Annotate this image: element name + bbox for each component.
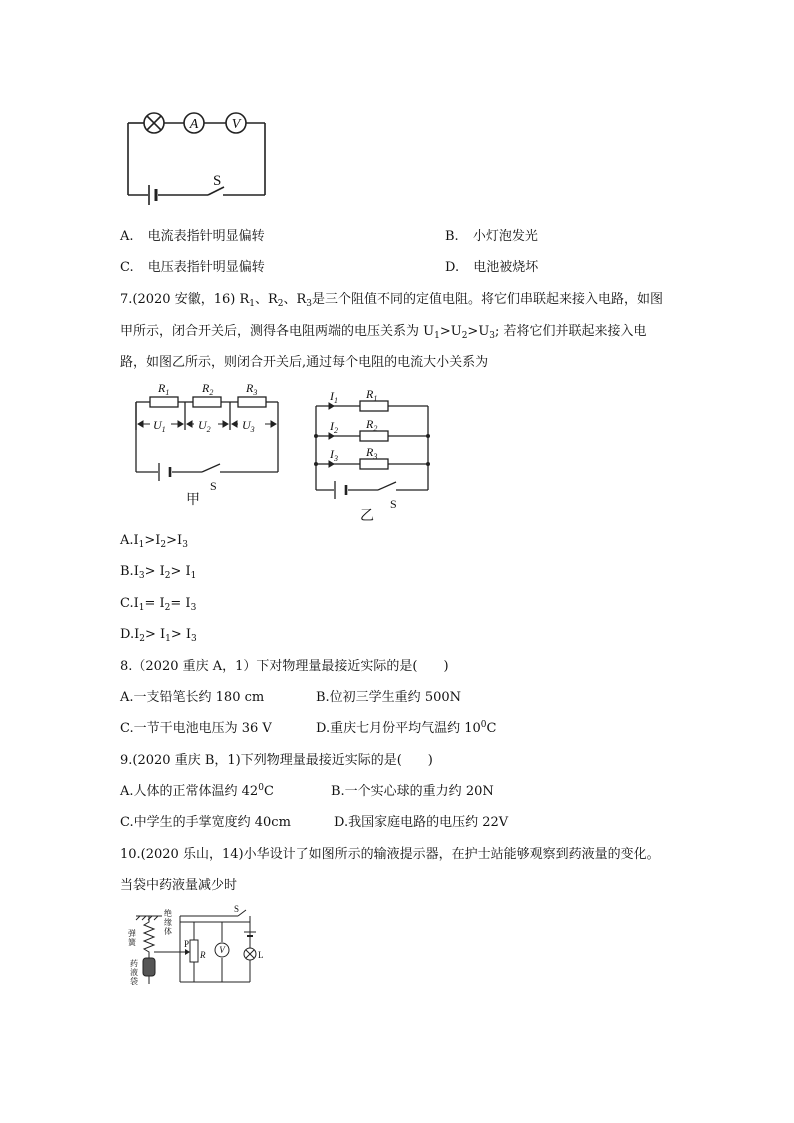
q6-switch-label: S bbox=[213, 173, 222, 189]
ammeter-icon bbox=[184, 113, 204, 133]
q10-s-label: S bbox=[234, 904, 240, 914]
q6-option-a[interactable] bbox=[120, 228, 265, 246]
bag-label: 药液袋 bbox=[130, 959, 138, 986]
resistor-r3 bbox=[360, 445, 388, 469]
q9-option-d[interactable]: D.我国家庭电路的电压约 22V bbox=[334, 815, 509, 830]
q9-option-c[interactable]: C.中学生的手掌宽度约 40cm bbox=[120, 815, 291, 830]
q7-parallel-circuit-figure bbox=[308, 386, 438, 526]
q7-option-d[interactable]: $D.I_2> I_1> I_3$ bbox=[120, 627, 197, 644]
q7-stem-line1: 7.(2020 安徽，16) $R_1$、$R_2$、$R_3$是三个阻值不同的定值电阻。将它们串联起来接入电路，如图 bbox=[120, 292, 664, 309]
q9-stem: 9.(2020 重庆 B，1)下列物理量最接近实际的是( ) bbox=[120, 753, 433, 768]
battery-icon bbox=[335, 481, 346, 499]
q6-option-a-text: 电流表指针明显偏转 bbox=[147, 229, 265, 244]
q6-option-c-text: 电压表指针明显偏转 bbox=[147, 260, 265, 275]
q7-jia-switch-label: S bbox=[210, 479, 217, 493]
q7-series-circuit-figure bbox=[128, 380, 288, 510]
resistor-r2 bbox=[360, 417, 388, 441]
lamp-icon bbox=[144, 113, 164, 133]
voltmeter-icon bbox=[226, 113, 246, 133]
i2-label: $I_2$ bbox=[330, 419, 338, 435]
resistor-r1 bbox=[150, 381, 178, 407]
q8-option-b[interactable]: B.位初三学生重约 500N bbox=[316, 690, 462, 705]
q9-option-a[interactable]: A.人体的正常体温约 $42^0C$ bbox=[120, 783, 274, 799]
battery-icon bbox=[149, 185, 156, 205]
medicine-bag-icon bbox=[143, 958, 155, 984]
u2-label: $U_2$ bbox=[198, 418, 211, 434]
q6-option-c[interactable] bbox=[120, 259, 265, 277]
q7-yi-switch-label: S bbox=[390, 497, 397, 511]
q6-option-a-letter: A. bbox=[120, 229, 134, 244]
voltmeter-icon bbox=[215, 943, 229, 957]
q8-option-a[interactable]: A.一支铅笔长约 180 cm bbox=[120, 690, 265, 705]
svg-text:V: V bbox=[219, 945, 225, 955]
svg-text:R1: $R_1$ bbox=[158, 381, 170, 397]
q6-option-b-letter: B. bbox=[445, 229, 459, 244]
insulator-label: 绝缘体 bbox=[164, 909, 172, 936]
i1-label: $I_1$ bbox=[330, 389, 338, 405]
q10-stem-line2: 当袋中药液量减少时 bbox=[120, 878, 238, 893]
u1-label: $U_1$ bbox=[153, 418, 166, 434]
q10-p-label: P bbox=[184, 939, 190, 949]
lamp-icon bbox=[244, 948, 256, 960]
q6-circuit-figure bbox=[120, 105, 280, 210]
battery-icon bbox=[159, 463, 170, 481]
svg-text:R1: $R_1$ bbox=[366, 387, 378, 403]
q7-stem-line3: 路，如图乙所示，则闭合开关后,通过每个电阻的电流大小关系为 bbox=[120, 355, 489, 370]
svg-text:R3: $R_3$ bbox=[246, 381, 258, 397]
q9-option-b[interactable]: B.一个实心球的重力约 20N bbox=[331, 784, 494, 799]
svg-text:R2: $R_2$ bbox=[202, 381, 214, 397]
spring-label: 弹簧 bbox=[128, 929, 136, 947]
q6-option-d-letter: D. bbox=[445, 260, 460, 275]
q6-option-b[interactable] bbox=[445, 228, 538, 246]
q8-stem: 8.（2020 重庆 A，1）下对物理量最接近实际的是( ) bbox=[120, 659, 449, 674]
svg-text:R3: $R_3$ bbox=[366, 445, 378, 461]
q8-option-c[interactable]: C.一节干电池电压为 36 V bbox=[120, 721, 272, 736]
q7-stem-line2: 甲所示，闭合开关后，测得各电阻两端的电压关系为 $U_1>U_2>U_3$; 若将它们并联起来接入电 bbox=[120, 324, 647, 341]
q6-option-d[interactable] bbox=[445, 259, 538, 277]
q10-infusion-alarm-figure bbox=[128, 902, 278, 992]
spring-icon bbox=[144, 916, 154, 958]
q7-option-a[interactable]: $A.I_1>I_2>I_3$ bbox=[120, 533, 188, 550]
rheostat-icon bbox=[190, 940, 198, 962]
q7-option-c[interactable]: $C.I_1= I_2= I_3$ bbox=[120, 596, 197, 613]
q7-option-b[interactable]: $B.I_3> I_2> I_1$ bbox=[120, 564, 197, 581]
q10-r-label: R bbox=[200, 950, 206, 960]
q6-option-d-text: 电池被烧坏 bbox=[473, 260, 539, 275]
q10-l-label: L bbox=[258, 950, 264, 960]
q8-option-d[interactable]: D.重庆七月份平均气温约 $10^0C$ bbox=[316, 720, 497, 736]
q7-yi-label: 乙 bbox=[360, 509, 374, 524]
q6-option-c-letter: C. bbox=[120, 260, 134, 275]
resistor-r2 bbox=[193, 381, 221, 407]
resistor-r1 bbox=[360, 387, 388, 411]
q6-option-b-text: 小灯泡发光 bbox=[472, 229, 538, 244]
i3-label: $I_3$ bbox=[330, 447, 338, 463]
resistor-r3 bbox=[238, 381, 266, 407]
q7-jia-label: 甲 bbox=[186, 493, 200, 508]
q10-stem-line1: 10.(2020 乐山，14)小华设计了如图所示的输液提示器，在护士站能够观察到药液量的变化。 bbox=[120, 847, 660, 862]
ammeter-label: A bbox=[189, 117, 199, 132]
voltmeter-label: V bbox=[231, 117, 241, 132]
svg-text:R2: $R_2$ bbox=[366, 417, 378, 433]
u3-label: $U_3$ bbox=[242, 418, 255, 434]
